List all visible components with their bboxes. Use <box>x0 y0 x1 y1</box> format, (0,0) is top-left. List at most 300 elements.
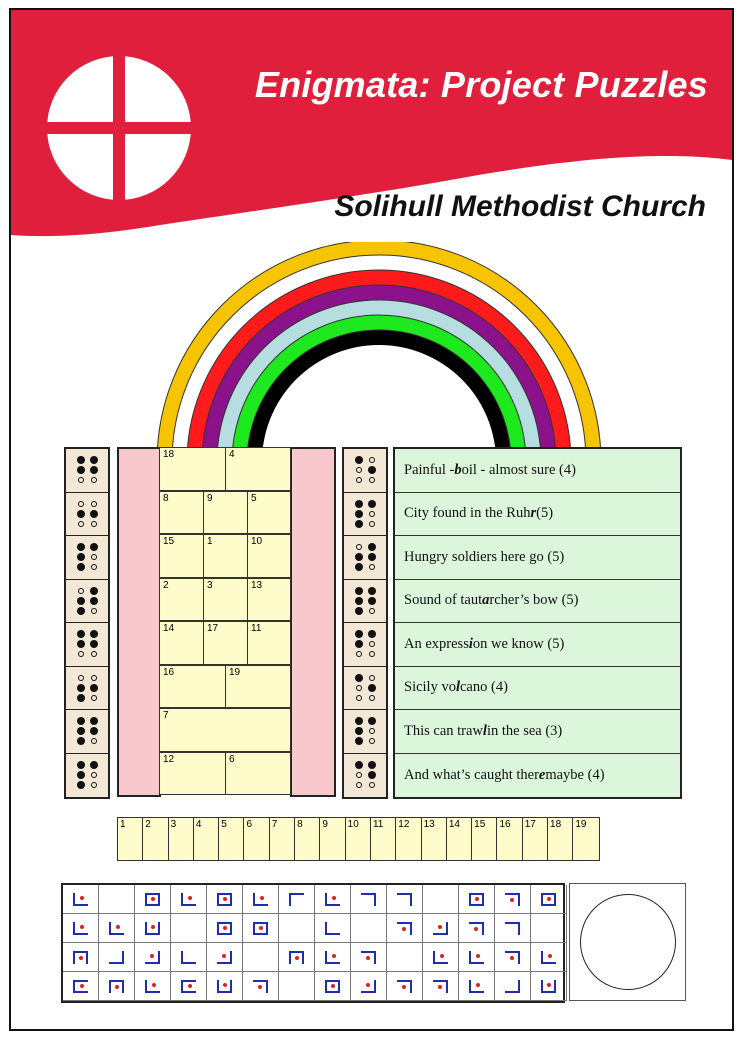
braille-dot <box>356 685 362 691</box>
braille-dot <box>368 771 376 779</box>
clue-text: This can traw <box>404 722 483 739</box>
pigpen-cell <box>387 972 423 1001</box>
pigpen-symbol <box>541 951 556 964</box>
answer-box[interactable]: 4 <box>194 818 219 860</box>
pigpen-symbol <box>505 980 520 993</box>
braille-dot <box>368 500 376 508</box>
braille-dot <box>355 630 363 638</box>
pigpen-symbol <box>181 893 196 906</box>
braille-dot <box>91 521 97 527</box>
pigpen-symbol <box>289 951 304 964</box>
braille-dot <box>77 727 85 735</box>
braille-dot <box>90 587 98 595</box>
braille-dot <box>77 694 85 702</box>
braille-dot <box>91 782 97 788</box>
braille-dot <box>368 630 376 638</box>
answer-box[interactable]: 2 <box>143 818 168 860</box>
grid-cell-number: 10 <box>251 536 263 547</box>
braille-dot <box>355 640 363 648</box>
pigpen-cell <box>63 972 99 1001</box>
pigpen-cell <box>495 972 531 1001</box>
braille-cell <box>66 667 108 711</box>
pigpen-symbol <box>505 893 520 906</box>
pigpen-dot <box>188 984 192 988</box>
braille-cell <box>66 536 108 580</box>
grid-cell[interactable] <box>159 534 204 578</box>
pigpen-dot <box>331 984 335 988</box>
answer-box[interactable]: 6 <box>244 818 269 860</box>
pigpen-dot <box>258 985 262 989</box>
grid-cell[interactable] <box>247 578 291 622</box>
pigpen-dot <box>223 983 227 987</box>
grid-cell[interactable] <box>203 621 248 665</box>
braille-dot <box>369 728 375 734</box>
braille-dot <box>355 456 363 464</box>
grid-cell[interactable] <box>159 491 204 535</box>
braille-dot <box>77 684 85 692</box>
braille-cell <box>66 710 108 754</box>
pigpen-dot <box>223 897 227 901</box>
pigpen-cell <box>531 943 567 972</box>
braille-dot <box>90 630 98 638</box>
braille-dot <box>368 587 376 595</box>
grid-row <box>159 752 291 796</box>
braille-cell <box>66 449 108 493</box>
grid-row <box>159 534 291 578</box>
pigpen-symbol <box>397 980 412 993</box>
braille-dot <box>91 738 97 744</box>
pigpen-dot <box>151 897 155 901</box>
pigpen-dot <box>547 983 551 987</box>
braille-cell <box>344 623 386 667</box>
grid-cell-number: 17 <box>207 623 219 634</box>
braille-dot <box>78 675 84 681</box>
braille-cell <box>344 449 386 493</box>
braille-dot <box>77 553 85 561</box>
braille-dot <box>91 501 97 507</box>
pigpen-symbol <box>73 951 88 964</box>
clue-hidden-letter: r <box>530 505 537 522</box>
clue-text: Painful - <box>404 461 455 478</box>
grid-cell[interactable] <box>247 621 291 665</box>
pigpen-cell <box>531 885 567 914</box>
braille-dot <box>77 543 85 551</box>
clue-item <box>395 623 680 667</box>
pigpen-cell <box>99 914 135 943</box>
braille-dot <box>355 520 363 528</box>
pigpen-cell <box>423 885 459 914</box>
braille-dot <box>369 695 375 701</box>
clue-item <box>395 580 680 624</box>
answer-box[interactable]: 13 <box>422 818 447 860</box>
pigpen-dot <box>476 983 480 987</box>
braille-dot <box>368 543 376 551</box>
grid-cell[interactable] <box>225 752 291 796</box>
braille-dot <box>356 772 362 778</box>
braille-cell <box>66 580 108 624</box>
braille-dot <box>90 543 98 551</box>
answer-box[interactable]: 7 <box>270 818 295 860</box>
pigpen-cipher-grid <box>61 883 565 1003</box>
grid-cell[interactable] <box>203 491 248 535</box>
pigpen-symbol <box>217 951 232 964</box>
pigpen-dot <box>474 927 478 931</box>
braille-dot <box>77 456 85 464</box>
braille-dot <box>77 737 85 745</box>
pigpen-dot <box>402 985 406 989</box>
grid-cell-number: 1 <box>207 536 213 547</box>
pigpen-symbol <box>397 893 412 906</box>
pigpen-symbol <box>433 980 448 993</box>
braille-cell <box>66 623 108 667</box>
puzzle-sheet <box>9 8 734 1031</box>
grid-cell[interactable] <box>225 665 291 709</box>
answer-box[interactable]: 12 <box>396 818 421 860</box>
braille-dot <box>356 467 362 473</box>
grid-cell[interactable] <box>225 447 291 491</box>
pigpen-cell <box>207 943 243 972</box>
pigpen-symbol <box>217 922 232 935</box>
grid-cell-number: 19 <box>229 666 241 678</box>
grid-cell[interactable] <box>159 665 226 709</box>
grid-cell[interactable] <box>203 578 248 622</box>
grid-row <box>159 708 291 752</box>
grid-cell-number: 3 <box>207 579 213 591</box>
rainbow-graphic <box>149 242 609 462</box>
pigpen-cell <box>387 885 423 914</box>
pigpen-dot <box>440 954 444 958</box>
braille-dot <box>77 563 85 571</box>
pigpen-symbol <box>325 893 340 906</box>
braille-dot <box>369 641 375 647</box>
clue-text: Sicily vo <box>404 679 456 696</box>
braille-dot <box>90 456 98 464</box>
braille-dot <box>369 477 375 483</box>
pigpen-symbol <box>253 980 268 993</box>
methodist-cross-logo <box>44 48 194 208</box>
pigpen-dot <box>547 897 551 901</box>
pigpen-dot <box>80 896 84 900</box>
pigpen-cell <box>423 972 459 1001</box>
pigpen-cell <box>243 885 279 914</box>
grid-cell-number: 5 <box>251 492 257 504</box>
pigpen-cell <box>279 943 315 972</box>
grid-cell[interactable] <box>247 534 291 578</box>
braille-dot <box>77 781 85 789</box>
braille-dot <box>91 477 97 483</box>
clue-text: Hungry soldiers here go (5) <box>404 548 565 565</box>
pigpen-dot <box>152 983 156 987</box>
answer-box[interactable]: 9 <box>320 818 345 860</box>
pigpen-dot <box>115 985 119 989</box>
braille-dot <box>90 640 98 648</box>
pigpen-dot <box>222 954 226 958</box>
braille-dot <box>356 477 362 483</box>
pigpen-symbol <box>145 951 160 964</box>
braille-dot <box>77 771 85 779</box>
pigpen-cell <box>459 972 495 1001</box>
pigpen-cell <box>495 943 531 972</box>
pigpen-cell <box>243 914 279 943</box>
clue-hidden-letter: l <box>482 722 487 739</box>
pigpen-cell <box>495 885 531 914</box>
braille-cell <box>66 754 108 798</box>
clue-text: cano (4) <box>460 679 508 696</box>
grid-cell[interactable] <box>203 534 248 578</box>
pigpen-symbol <box>469 893 484 906</box>
braille-dot <box>77 761 85 769</box>
grid-cell[interactable] <box>159 447 226 491</box>
pigpen-cell <box>423 943 459 972</box>
braille-dot <box>91 608 97 614</box>
braille-dot <box>355 727 363 735</box>
pigpen-cell <box>531 972 567 1001</box>
answer-box[interactable]: 16 <box>497 818 522 860</box>
pigpen-dot <box>80 984 84 988</box>
grid-row <box>159 491 291 535</box>
braille-dot <box>77 466 85 474</box>
braille-dot <box>356 782 362 788</box>
braille-dot <box>91 564 97 570</box>
pigpen-symbol <box>109 951 124 964</box>
pigpen-cell <box>63 885 99 914</box>
grid-left-margin <box>117 447 161 797</box>
pigpen-symbol <box>469 980 484 993</box>
grid-cell[interactable] <box>159 578 204 622</box>
clue-hidden-letter: a <box>482 592 490 609</box>
pigpen-cell <box>207 972 243 1001</box>
braille-dot <box>355 607 363 615</box>
pigpen-cell <box>387 943 423 972</box>
grid-cell-number: 4 <box>229 449 235 460</box>
pigpen-dot <box>79 956 83 960</box>
braille-dot <box>90 727 98 735</box>
pigpen-symbol <box>181 980 196 993</box>
pigpen-symbol <box>397 922 412 935</box>
pigpen-cell <box>207 885 243 914</box>
answer-box[interactable]: 14 <box>447 818 472 860</box>
braille-dot <box>355 737 363 745</box>
braille-column-left <box>64 447 110 799</box>
pigpen-dot <box>150 954 154 958</box>
clue-text: And what’s caught ther <box>404 766 539 783</box>
pigpen-symbol <box>181 951 196 964</box>
page-title: Enigmata: Project Puzzles <box>254 64 708 105</box>
answer-circle <box>580 894 676 990</box>
grid-cell-number: 13 <box>251 579 263 591</box>
braille-dot <box>356 695 362 701</box>
braille-dot <box>91 675 97 681</box>
pigpen-dot <box>438 985 442 989</box>
pigpen-symbol <box>433 951 448 964</box>
pigpen-dot <box>80 925 84 929</box>
pigpen-symbol <box>325 980 340 993</box>
clue-text: oil - almost sure (4) <box>461 461 576 478</box>
grid-cell-number: 2 <box>163 579 169 591</box>
answer-box[interactable]: 19 <box>575 819 587 830</box>
pigpen-symbol <box>145 893 160 906</box>
grid-cell[interactable] <box>159 752 226 796</box>
grid-cell-number: 18 <box>163 449 175 460</box>
pigpen-symbol <box>361 893 376 906</box>
braille-dot <box>369 738 375 744</box>
braille-dot <box>78 588 84 594</box>
clue-item <box>395 754 680 798</box>
braille-dot <box>369 457 375 463</box>
grid-row <box>159 447 291 491</box>
braille-dot <box>369 651 375 657</box>
braille-dot <box>355 510 363 518</box>
clue-text: maybe (4) <box>545 766 605 783</box>
pigpen-dot <box>476 954 480 958</box>
braille-dot <box>91 651 97 657</box>
braille-dot <box>77 597 85 605</box>
crossword-grid <box>159 447 291 795</box>
clue-hidden-letter: e <box>538 766 546 783</box>
grid-cell[interactable] <box>247 491 291 535</box>
pigpen-symbol <box>109 980 124 993</box>
pigpen-symbol <box>217 980 232 993</box>
answer-box[interactable]: 1 <box>118 818 143 860</box>
pigpen-cell <box>279 914 315 943</box>
braille-dot <box>90 510 98 518</box>
braille-dot <box>368 761 376 769</box>
pigpen-dot <box>332 896 336 900</box>
number-strip <box>117 817 600 861</box>
pigpen-cell <box>351 914 387 943</box>
pigpen-cell <box>459 914 495 943</box>
braille-column-right <box>342 447 388 799</box>
pigpen-cell <box>99 943 135 972</box>
grid-cell[interactable] <box>159 621 204 665</box>
pigpen-dot <box>366 956 370 960</box>
braille-dot <box>369 782 375 788</box>
braille-dot <box>369 521 375 527</box>
answer-box[interactable]: 8 <box>295 818 320 860</box>
pigpen-cell <box>171 972 207 1001</box>
braille-cell <box>344 667 386 711</box>
answer-box[interactable]: 5 <box>219 818 244 860</box>
clue-text: on we know (5) <box>472 635 565 652</box>
braille-dot <box>369 608 375 614</box>
pigpen-cell <box>351 972 387 1001</box>
clue-item <box>395 667 680 711</box>
grid-cell-number: 11 <box>251 623 262 634</box>
pigpen-symbol <box>505 951 520 964</box>
grid-row <box>159 578 291 622</box>
pigpen-cell <box>171 885 207 914</box>
pigpen-cell <box>315 943 351 972</box>
pigpen-dot <box>260 896 264 900</box>
pigpen-dot <box>295 956 299 960</box>
answer-box[interactable]: 3 <box>169 818 194 860</box>
pigpen-symbol <box>361 980 376 993</box>
answer-box[interactable]: 17 <box>523 818 548 860</box>
braille-dot <box>77 607 85 615</box>
braille-cell <box>344 580 386 624</box>
pigpen-cell <box>531 914 567 943</box>
braille-dot <box>90 684 98 692</box>
pigpen-cell <box>279 885 315 914</box>
pigpen-cell <box>135 972 171 1001</box>
pigpen-cell <box>315 972 351 1001</box>
grid-right-margin <box>290 447 336 797</box>
answer-box[interactable]: 15 <box>472 818 497 860</box>
answer-box[interactable]: 11 <box>371 818 396 860</box>
pigpen-dot <box>510 898 514 902</box>
grid-cell-number: 15 <box>163 536 175 547</box>
braille-dot <box>90 466 98 474</box>
pigpen-symbol <box>361 951 376 964</box>
answer-box[interactable]: 10 <box>346 818 371 860</box>
braille-dot <box>355 674 363 682</box>
pigpen-dot <box>548 954 552 958</box>
pigpen-cell <box>495 914 531 943</box>
braille-dot <box>356 544 362 550</box>
pigpen-symbol <box>253 922 268 935</box>
pigpen-cell <box>459 885 495 914</box>
pigpen-symbol <box>145 980 160 993</box>
braille-cell <box>344 536 386 580</box>
clue-hidden-letter: b <box>454 461 462 478</box>
pigpen-symbol <box>145 922 160 935</box>
pigpen-cell <box>207 914 243 943</box>
pigpen-cell <box>63 914 99 943</box>
clue-text: An express <box>404 635 469 652</box>
pigpen-cell <box>63 943 99 972</box>
pigpen-dot <box>510 956 514 960</box>
braille-dot <box>91 695 97 701</box>
pigpen-dot <box>438 925 442 929</box>
braille-dot <box>368 553 376 561</box>
braille-dot <box>355 500 363 508</box>
pigpen-dot <box>259 926 263 930</box>
braille-cell <box>344 493 386 537</box>
clue-item <box>395 493 680 537</box>
answer-box[interactable]: 18 <box>548 818 573 860</box>
braille-dot <box>368 597 376 605</box>
clue-text: Sound of taut <box>404 592 483 609</box>
braille-dot <box>355 553 363 561</box>
answer-circle-box <box>569 883 686 1001</box>
pigpen-dot <box>151 925 155 929</box>
braille-dot <box>77 717 85 725</box>
braille-dot <box>77 640 85 648</box>
braille-dot <box>369 511 375 517</box>
pigpen-cell <box>423 914 459 943</box>
braille-cell <box>344 754 386 798</box>
pigpen-symbol <box>325 951 340 964</box>
braille-dot <box>78 501 84 507</box>
pigpen-dot <box>402 927 406 931</box>
braille-dot <box>77 630 85 638</box>
pigpen-dot <box>116 925 120 929</box>
braille-dot <box>90 717 98 725</box>
grid-cell-number: 6 <box>229 753 235 765</box>
clue-text: in the sea (3) <box>486 722 563 739</box>
braille-dot <box>356 651 362 657</box>
braille-dot <box>368 466 376 474</box>
clue-item <box>395 449 680 493</box>
church-name: Solihull Methodist Church <box>334 190 706 223</box>
braille-dot <box>355 717 363 725</box>
braille-dot <box>368 717 376 725</box>
pigpen-dot <box>475 897 479 901</box>
pigpen-cell <box>135 885 171 914</box>
braille-dot <box>90 597 98 605</box>
braille-dot <box>91 554 97 560</box>
grid-cell[interactable] <box>159 708 291 752</box>
